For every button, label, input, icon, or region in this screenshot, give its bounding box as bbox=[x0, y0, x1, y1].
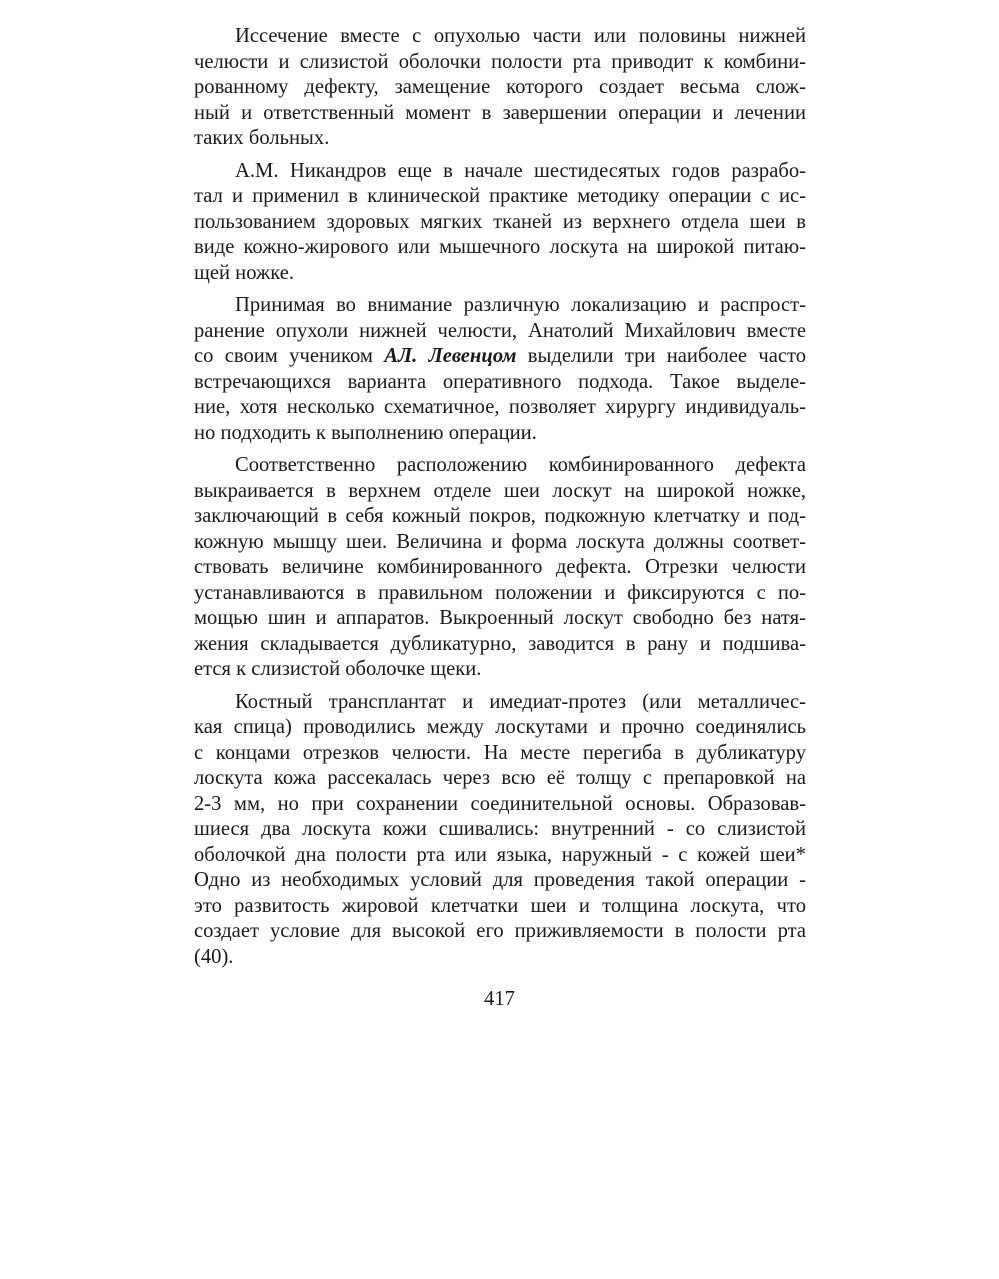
paragraph-5 bbox=[194, 690, 806, 971]
text-line: Иссечение вместе с опухолью части или половины нижней bbox=[235, 25, 806, 47]
page-number: 417 bbox=[484, 988, 515, 1010]
text-line: пользованием здоровых мягких тканей из верхнего отдела шеи в bbox=[194, 210, 806, 233]
text-line: челюсти и слизистой оболочки полости рта приводит к комбини- bbox=[194, 50, 806, 73]
text-line: Принимая во внимание различную локализацию и распрост- bbox=[235, 294, 806, 316]
text-line: ние, хотя несколько схематичное, позволяет хирургу индивидуаль- bbox=[194, 396, 806, 418]
text-line: А.М. Никандров еще в начале шестидесятых годов разрабо- bbox=[235, 159, 806, 182]
text-line: ется к слизистой оболочке щеки. bbox=[194, 658, 482, 680]
page-body bbox=[194, 24, 806, 977]
text-line: ствовать величине комбинированного дефекта. Отрезки челюсти bbox=[194, 556, 806, 578]
text-line: виде кожно-жирового или мышечного лоскута на широкой питаю- bbox=[194, 236, 806, 258]
text-line: ранение опухоли нижней челюсти, Анатолий Михайлович вместе bbox=[194, 319, 806, 342]
text-segment: выделили три наиболее часто bbox=[516, 345, 807, 367]
text-line: но подходить к выполнению операции. bbox=[194, 421, 537, 444]
text-line: жения складывается дубликатурно, заводится в рану и подшива- bbox=[194, 632, 806, 655]
text-line: создает условие для высокой его приживляемости в полости рта bbox=[194, 920, 806, 942]
text-line: рованному дефекту, замещение которого создает весьма слож- bbox=[194, 76, 806, 98]
text-line: это развитость жировой клетчатки шеи и толщина лоскута, что bbox=[194, 894, 806, 917]
text-line: Одно из необходимых условий для проведения такой операции - bbox=[194, 869, 806, 891]
text-line: (40). bbox=[194, 945, 234, 968]
text-line: шиеся два лоскута кожи сшивались: внутренний - со слизистой bbox=[194, 818, 806, 840]
text-line: таких больных. bbox=[194, 127, 330, 149]
text-line: мощью шин и аппаратов. Выкроенный лоскут свободно без натя- bbox=[194, 607, 806, 629]
text-segment: со своим учеником bbox=[194, 345, 385, 367]
text-line: лоскута кожа рассекалась через всю её толщу с препаровкой на bbox=[194, 767, 806, 789]
text-line: щей ножке. bbox=[194, 261, 294, 284]
text-line: устанавливаются в правильном положении и фиксируются с по- bbox=[194, 581, 806, 604]
paragraph-2 bbox=[194, 159, 806, 287]
text-line: кожную мышцу шеи. Величина и форма лоскута должны соответ- bbox=[194, 530, 806, 553]
paragraph-3 bbox=[194, 293, 806, 446]
text-line: Костный трансплантат и имедиат-протез (или металличес- bbox=[235, 690, 806, 713]
text-line-with-emphasis bbox=[194, 344, 806, 370]
text-line: Соответственно расположению комбинированного дефекта bbox=[235, 454, 806, 476]
text-line: кая спица) проводились между лоскутами и прочно соединялись bbox=[194, 716, 806, 738]
paragraph-4 bbox=[194, 453, 806, 683]
text-line: выкраивается в верхнем отделе шеи лоскут на широкой ножке, bbox=[194, 479, 806, 502]
paragraph-1 bbox=[194, 24, 806, 152]
text-line: заключающий в себя кожный покров, подкожную клетчатку и под- bbox=[194, 505, 806, 527]
emphasized-name: АЛ. Левенцом bbox=[384, 345, 517, 367]
text-line: тал и применил в клинической практике методику операции с ис- bbox=[194, 185, 806, 207]
text-line: оболочкой дна полости рта или языка, наружный - с кожей шеи* bbox=[194, 843, 806, 866]
text-line: с концами отрезков челюсти. На месте перегиба в дубликатуру bbox=[194, 741, 806, 764]
text-line: встречающихся варианта оперативного подхода. Такое выделе- bbox=[194, 370, 806, 393]
text-line: ный и ответственный момент в завершении операции и лечении bbox=[194, 101, 806, 124]
text-line: 2-3 мм, но при сохранении соединительной основы. Образовав- bbox=[194, 792, 806, 815]
